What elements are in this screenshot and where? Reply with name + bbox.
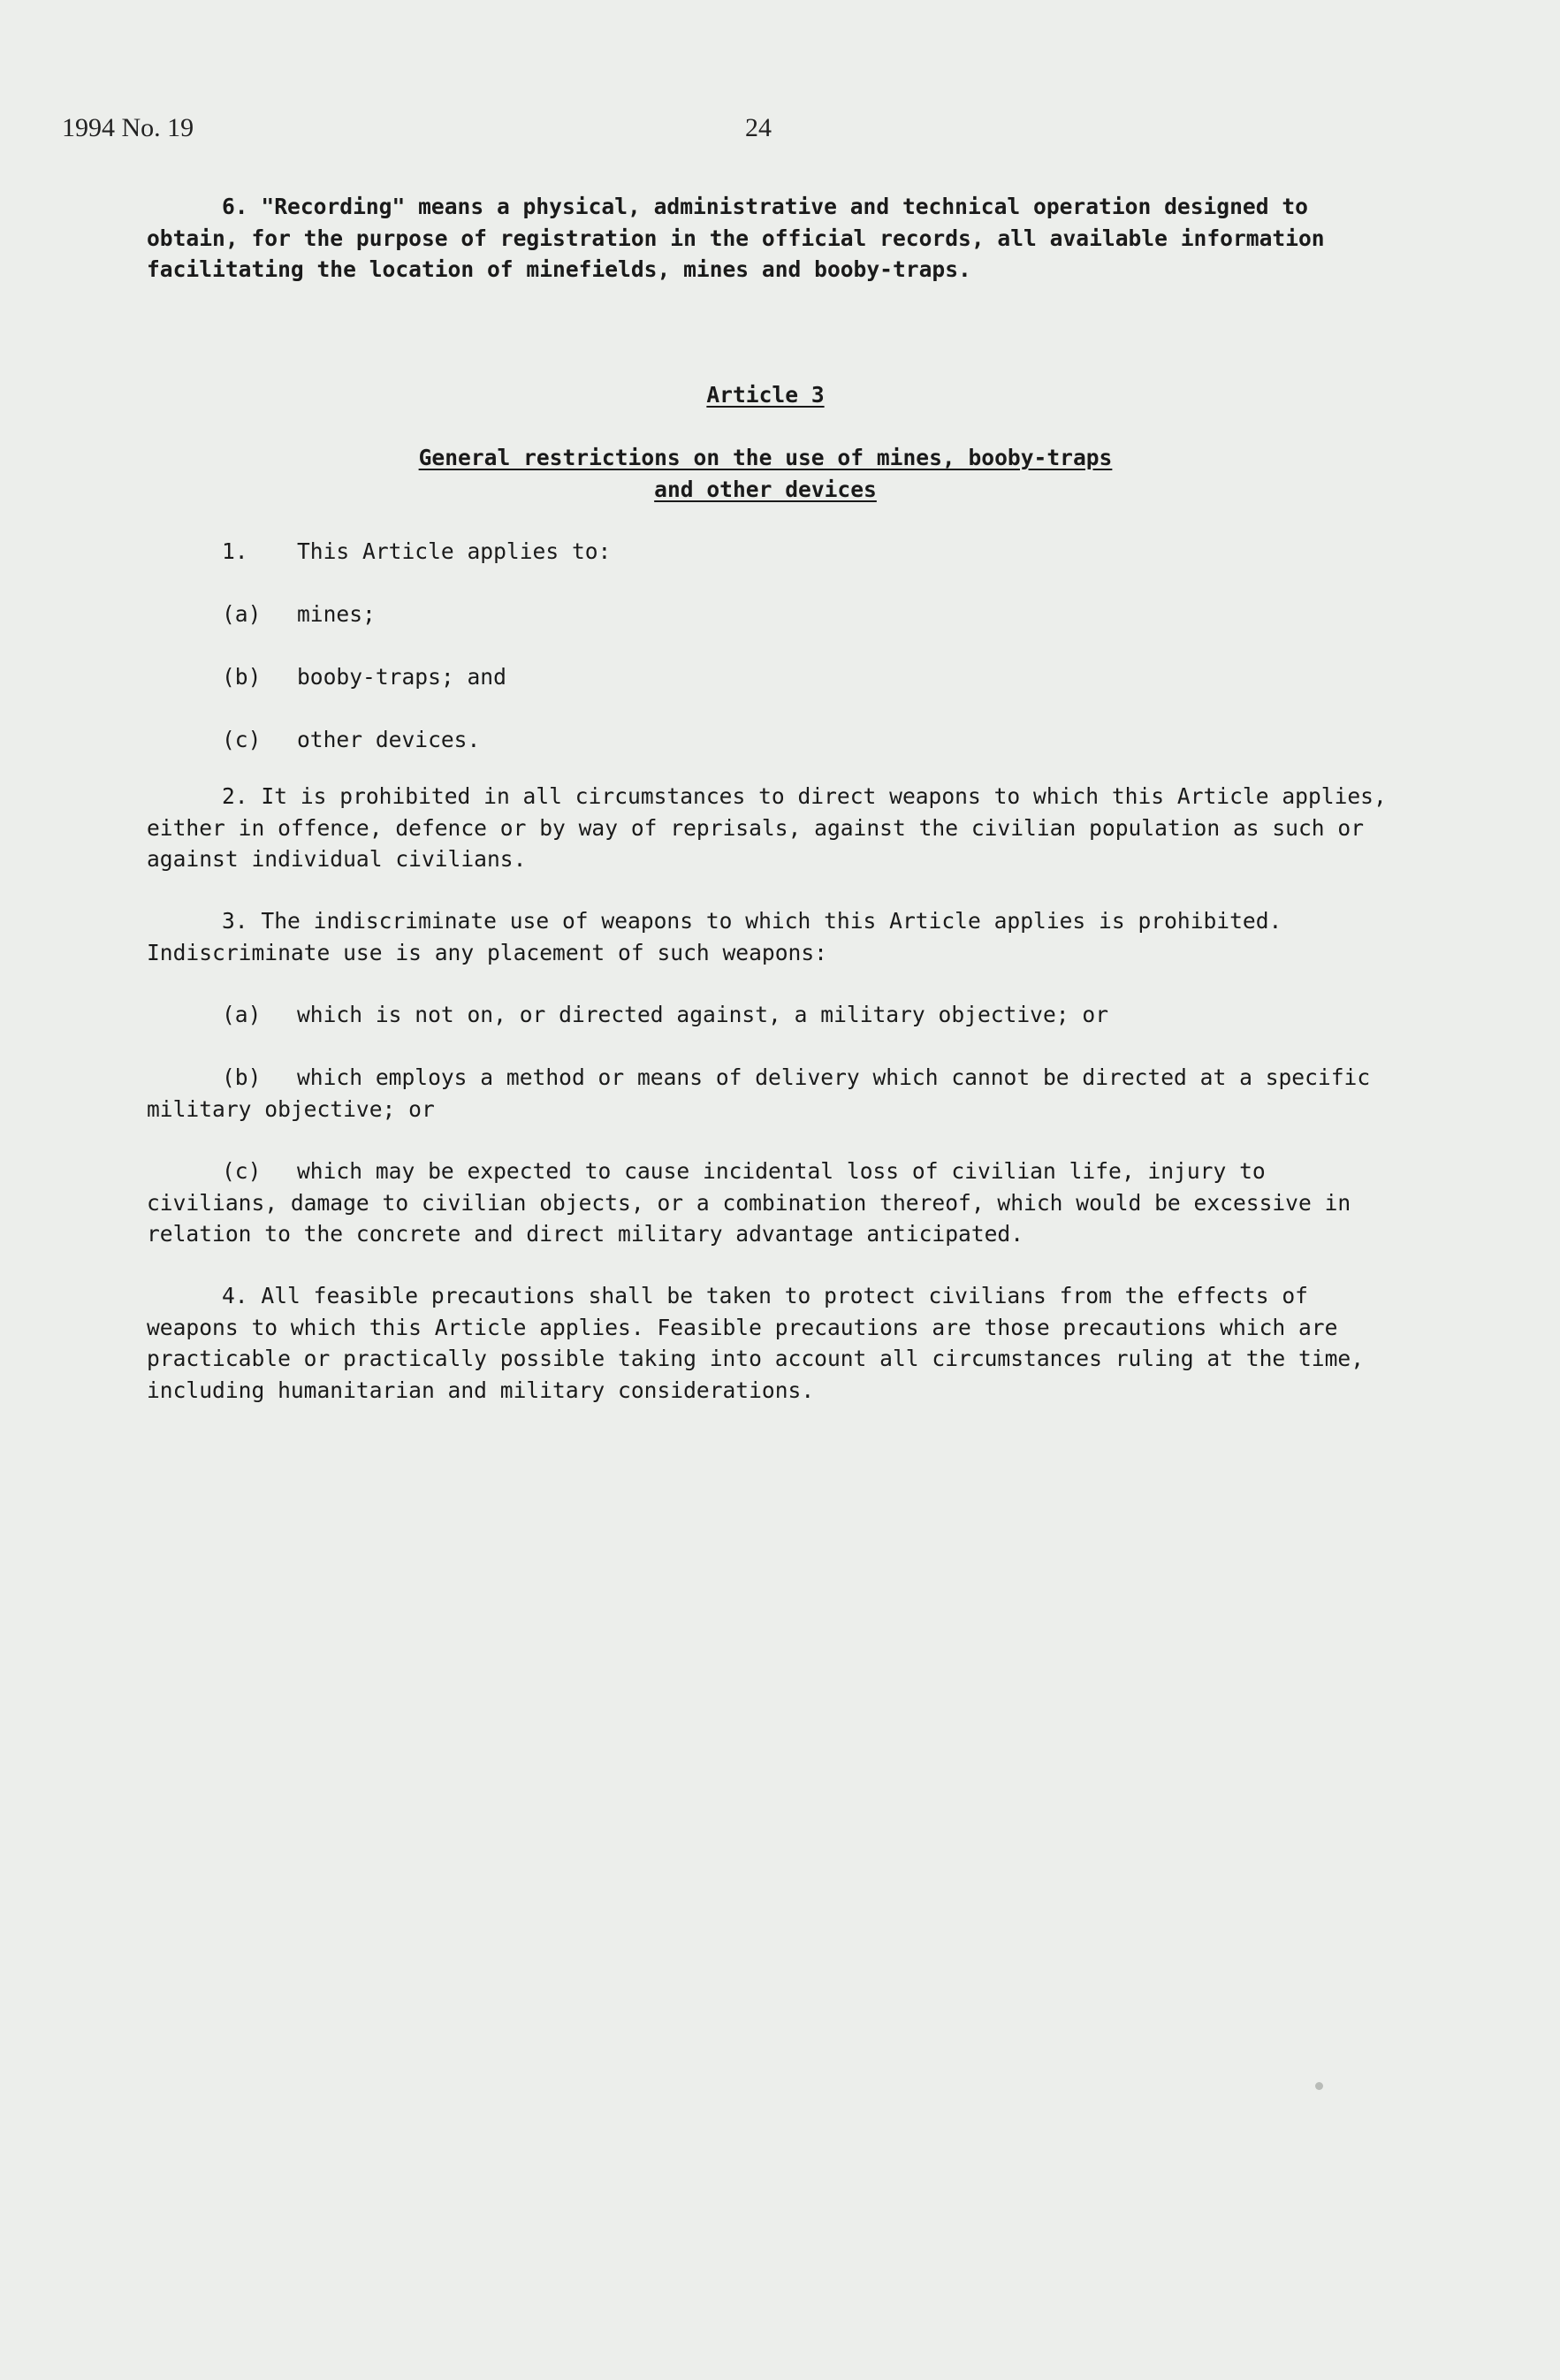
list-item-label: (a): [222, 601, 262, 627]
list-item-text: which is not on, or directed against, a military objective; or: [297, 1002, 1109, 1027]
list-item-text: other devices.: [297, 727, 481, 752]
list-item-label: (c): [222, 1158, 262, 1184]
list-item: [222, 661, 506, 693]
list-item: [147, 1062, 1402, 1125]
paragraph-6: 6. "Recording" means a physical, administrative and technical operation designed to obtain, for the purpose of registration in the official records, all available information facilitating the location of minefields, mines and booby-traps.: [147, 194, 1325, 282]
paragraph-4: 4. All feasible precautions shall be taken to protect civilians from the effects of weapons to which this Article applies. Feasible precautions are those precautions which are practicable or practically possible taking into account all circumstances ruling at the time, including humanitarian and military considerations.: [147, 1283, 1365, 1403]
list-item-text: which employs a method or means of delivery which cannot be directed at a specific military objective; or: [147, 1064, 1371, 1122]
list-item-text: mines;: [297, 601, 376, 627]
article-title: [147, 379, 1384, 411]
article-subtitle-line2: and other devices: [654, 476, 877, 502]
paragraph-2: 2. It is prohibited in all circumstances to direct weapons to which this Article applies, either in offence, defence or by way of reprisals, against the civilian population as such or against individual civilians.: [147, 783, 1387, 872]
list-item-label: (b): [222, 664, 262, 690]
list-item-label: (b): [222, 1064, 262, 1090]
paragraph-3: 3. The indiscriminate use of weapons to which this Article applies is prohibited. Indiscriminate use is any placement of such weapons:: [147, 908, 1282, 965]
article-subtitle: [147, 442, 1384, 505]
paragraph-1-text: This Article applies to:: [297, 538, 612, 564]
article-subtitle-line1: General restrictions on the use of mines, booby-traps: [418, 445, 1113, 470]
article-title-text: Article 3: [706, 382, 825, 408]
list-item: [147, 1156, 1402, 1250]
paragraph-1-number: 1.: [222, 538, 248, 564]
document-reference: 1994 No. 19: [62, 113, 194, 142]
list-item-text: booby-traps; and: [297, 664, 506, 690]
list-item-text: which may be expected to cause incidental loss of civilian life, injury to civilians, damage to civilian objects, or a combination thereof, which would be excessive in relation to the concrete and direct military advantage anticipated.: [147, 1158, 1351, 1247]
list-item: [147, 999, 1402, 1031]
list-item-label: (c): [222, 727, 262, 752]
paragraph-1: [222, 536, 611, 568]
paper-speck: [1315, 2082, 1323, 2090]
list-item: [222, 724, 480, 756]
list-item-label: (a): [222, 1002, 262, 1027]
list-item: [222, 599, 376, 630]
page-number: 24: [745, 113, 772, 142]
